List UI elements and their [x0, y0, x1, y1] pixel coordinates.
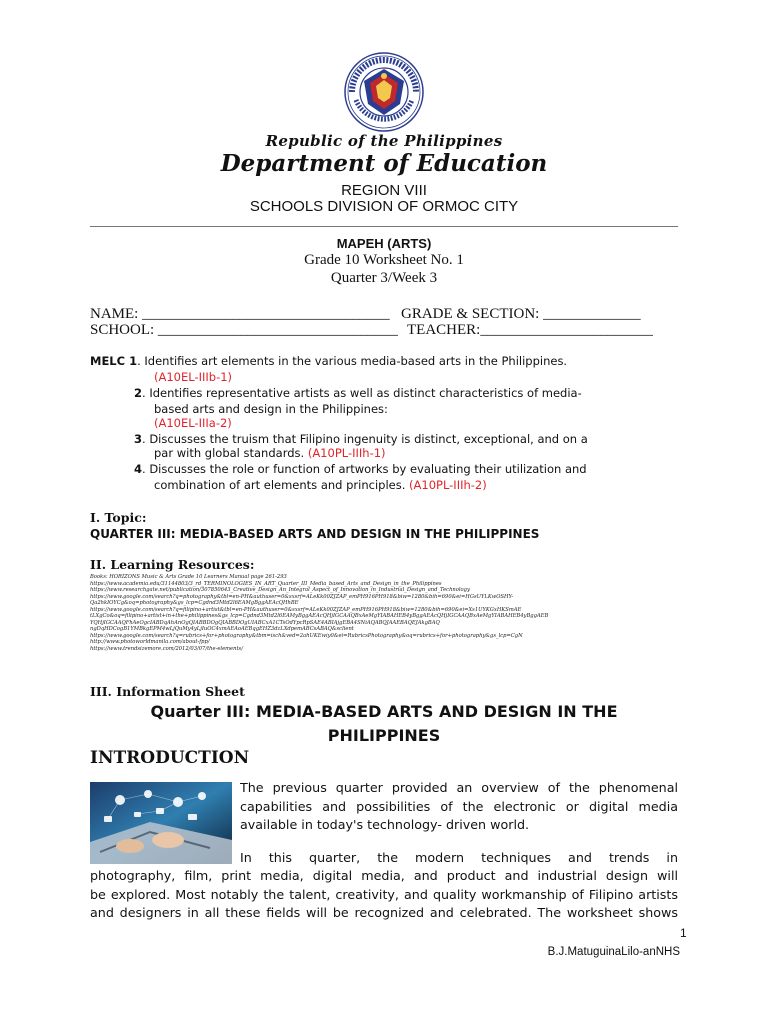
resource-link[interactable]: YQHjIGCAAQFhAeOgcIABDqAhAnOgQIABBDOgQIABBDOgUIABCxA1CTsOdYpcRpSAE4ABIAjgEBA4SNiAQABQJAAEBAQEJAkgBAQ — [90, 619, 440, 626]
deped-seal — [344, 52, 424, 132]
melc-4-text-line2: combination of art elements and principles. — [154, 478, 406, 492]
resource-link[interactable]: ngDqHDCogB1YMBkgEPM4wLjQuMy4yLjIuOC4xmAEAoAEBqgEHZ3dzLXdpemABCsABAQ&sclient — [90, 626, 354, 632]
melc-4 — [134, 462, 654, 477]
melc-2-code: (A10EL-IIIa-2) — [154, 416, 232, 430]
worksheet-title: Grade 10 Worksheet No. 1 — [304, 252, 464, 268]
resource-link[interactable]: https://www.google.com/search?q=photography&tbl=en-PH&authuser=0&sxsrf=ALeKk00ZJZAP_emPH916PH918&biw=1280&bih=690&ei=HGsUYLKwOSHY- — [90, 593, 514, 600]
grade-section-field[interactable]: GRADE & SECTION: _____________ — [401, 306, 641, 322]
melc-3 — [134, 432, 654, 447]
information-sheet-heading: III. Information Sheet — [90, 684, 245, 699]
melc-2 — [134, 386, 654, 401]
resource-link[interactable]: Qa2hkIOYCg&oq=photography&gs_lcp=Cgdnd3Mtd2l6EAMgBggAEAcQHhBE — [90, 600, 299, 606]
melc-label: MELC 1 — [90, 354, 138, 368]
department-heading: Department of Education — [220, 150, 548, 177]
paragraph-line: The previous quarter provided an overview of the phenomenal — [240, 780, 678, 795]
intro-paragraph-2-first-line: In this quarter, the modern techniques and trends in — [240, 850, 678, 865]
learning-resources-list — [90, 574, 678, 652]
resource-link[interactable]: http://www.photoworldmanila.com/about-fpp/ — [90, 639, 210, 645]
title-line-2: PHILIPPINES — [327, 726, 441, 745]
melc-3-code: (A10PL-IIIh-1) — [307, 446, 386, 460]
resource-link[interactable]: tLXgCo&oq=filipino+artist+in+the+philippines&gs_lcp=Cgdnd3Mtd2l6EAMyBggAEAcQHjIGCAAQBxAeMgYIABAHEB4yBggAEAcQHjIGCAAQBxAeMgYIABAHEB4yBggAEB — [90, 613, 549, 619]
page-number: 1 — [680, 926, 687, 940]
name-field[interactable]: NAME: _________________________________ — [90, 306, 390, 322]
resource-link[interactable]: https://www.academia.edu/31144803/3_rd_TERMINOLOGIES_IN_ART_Quarter_III_Media_based_Arts_and_Design_in_the_Philippines — [90, 580, 442, 587]
melc-3-text: . Discusses the truism that Filipino ingenuity is distinct, exceptional, and on a — [142, 432, 588, 446]
paragraph-line: be explored. Most notably the talent, creativity, and quality workmanship of Filipino artists — [90, 886, 678, 902]
quarter-week: Quarter 3/Week 3 — [330, 270, 438, 286]
melc-4-code: (A10PL-IIIh-2) — [409, 478, 487, 492]
information-sheet-title — [0, 700, 768, 748]
learning-resources-heading: II. Learning Resources: — [90, 557, 255, 572]
teacher-field[interactable]: TEACHER:_______________________ — [407, 322, 653, 338]
footer-author: B.J.MatuguinaLilo-anNHS — [547, 946, 680, 958]
resource-link[interactable]: https://www.google.com/search?q=filipino+artist&tbl=en-PH&authuser=0&sxsrf=ALeKk00ZJZAP_emPH916PH918&biw=1280&bih=690&ei=Xs1UYKGxHKSmAE — [90, 606, 522, 613]
digital-media-illustration-icon — [90, 782, 232, 864]
paragraph-line: photography, film, print media, digital media, and product and industrial design will — [90, 868, 678, 883]
resource-line: Books: HORIZONS Music & Arts Grade 10 Learners Manual page 261-293 — [90, 574, 287, 580]
melc-2-text: . Identifies representative artists as well as distinct characteristics of media- — [142, 386, 582, 400]
resource-link[interactable]: https://www.researchgate.net/publication/307850643_Creative_Design_An_Integral_Aspect_of_Innovation_in_Industrial_Design_and_Technology — [90, 587, 470, 593]
paragraph-line: available in today's technology- driven world. — [240, 817, 530, 832]
introduction-heading: INTRODUCTION — [90, 748, 250, 768]
division-heading: SCHOOLS DIVISION OF ORMOC CITY — [249, 198, 519, 215]
topic-title: QUARTER III: MEDIA-BASED ARTS AND DESIGN IN THE PHILIPPINES — [90, 527, 540, 541]
paragraph-line: capabilities and possibilities of the electronic or digital media — [240, 798, 678, 814]
melc-2-text-line2: based arts and design in the Philippines: — [154, 402, 388, 416]
resource-link[interactable]: https://www.trendsizemore.com/2012/03/07/the-elements/ — [90, 645, 243, 652]
intro-paragraph-1 — [240, 779, 678, 835]
melc-2-number: 2 — [134, 386, 143, 400]
intro-paragraph-2 — [90, 867, 678, 923]
melc-4-text: . Discusses the role or function of artworks by evaluating their utilization and — [142, 462, 587, 476]
region-heading: REGION VIII — [341, 182, 427, 199]
melc-4-number: 4 — [134, 462, 143, 476]
digital-media-image — [90, 782, 232, 864]
melc-1 — [90, 354, 650, 369]
melc-3-number: 3 — [134, 432, 143, 446]
topic-heading: I. Topic: — [90, 510, 147, 525]
melc-3-text-line2: par with global standards. — [154, 446, 305, 460]
melc-4-line2 — [154, 478, 487, 493]
header-divider — [90, 226, 678, 227]
paragraph-line: and designers in all these fields will be recognized and celebrated. The worksheet shows — [90, 905, 678, 920]
melc-3-line2 — [154, 446, 386, 461]
subject-title: MAPEH (ARTS) — [336, 236, 432, 251]
title-line-1: Quarter III: MEDIA-BASED ARTS AND DESIGN IN THE — [150, 702, 618, 721]
resource-link[interactable]: https://www.google.com/search?q=rubrics+for+photography&tbm=isch&ved=2ahUKEwiy0&ei=RubricsPhotography&oq=rubrics+for+photography&gs_lcp=CgN — [90, 632, 523, 639]
melc-1-code: (A10EL-IIIb-1) — [154, 370, 233, 384]
deped-seal-icon — [344, 52, 424, 132]
republic-heading: Republic of the Philippines — [265, 132, 503, 150]
melc-1-text: . Identifies art elements in the various media-based arts in the Philippines. — [137, 354, 568, 368]
school-field[interactable]: SCHOOL: ________________________________ — [90, 322, 398, 338]
